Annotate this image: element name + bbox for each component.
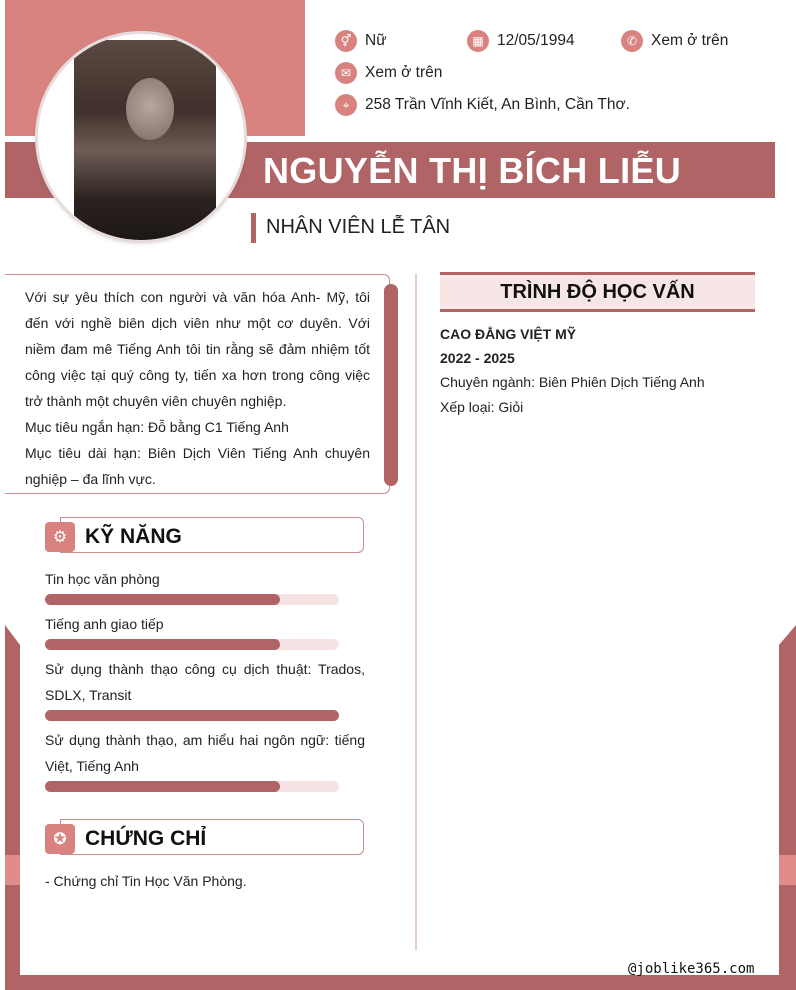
objective-short-term: Mục tiêu ngắn hạn: Đỗ bằng C1 Tiếng Anh <box>25 419 289 435</box>
skill-name: Sử dụng thành thạo, am hiểu hai ngôn ngữ: tiếng Việt, Tiếng Anh <box>45 732 365 774</box>
skill-name: Tiếng anh giao tiếp <box>45 616 164 632</box>
left-side-decoration <box>5 625 20 990</box>
job-title-accent <box>251 213 256 243</box>
skill-bar-fill <box>45 781 280 792</box>
skill-item <box>45 611 365 650</box>
skill-name: Tin học văn phòng <box>45 571 160 587</box>
education-grade: Xếp loại: Giỏi <box>440 399 524 415</box>
contact-phone <box>621 30 728 52</box>
job-title: NHÂN VIÊN LỄ TÂN <box>266 216 451 238</box>
full-name: NGUYỄN THỊ BÍCH LIỄU <box>263 150 682 191</box>
contact-gender <box>335 30 387 52</box>
skills-title: KỸ NĂNG <box>85 525 182 548</box>
phone-icon: ✆ <box>621 30 643 52</box>
certificates-header <box>45 819 365 857</box>
skill-item <box>45 656 365 721</box>
right-side-stripe <box>779 855 796 885</box>
profile-photo-face <box>126 78 174 140</box>
certificates-title: CHỨNG CHỈ <box>85 827 207 850</box>
skills-list <box>45 566 365 798</box>
objective-long-term: Mục tiêu dài hạn: Biên Dịch Viên Tiếng Anh chuyên nghiệp – đa lĩnh vực. <box>25 445 370 487</box>
education-header: TRÌNH ĐỘ HỌC VẤN <box>440 272 755 312</box>
education-major: Chuyên ngành: Biên Phiên Dịch Tiếng Anh <box>440 374 705 390</box>
watermark: @joblike365.com <box>628 961 755 977</box>
footer-band <box>5 975 796 990</box>
skill-bar <box>45 781 339 792</box>
contact-email <box>335 62 442 84</box>
gender-icon: ⚥ <box>335 30 357 52</box>
objective-text <box>25 284 370 492</box>
skill-bar <box>45 710 339 721</box>
skill-name: Sử dụng thành thạo công cụ dịch thuật: Trados, SDLX, Transit <box>45 661 365 703</box>
skill-bar-fill <box>45 639 280 650</box>
phone-value: Xem ở trên <box>651 32 729 49</box>
award-icon: ✪ <box>45 824 75 854</box>
email-value: Xem ở trên <box>365 64 443 81</box>
gear-icon: ⚙ <box>45 522 75 552</box>
left-side-stripe <box>5 855 20 885</box>
education-school: CAO ĐẲNG VIỆT MỸ <box>440 326 577 342</box>
skill-bar-fill <box>45 594 280 605</box>
skill-bar <box>45 639 339 650</box>
email-icon: ✉ <box>335 62 357 84</box>
contact-address <box>335 94 630 116</box>
objective-paragraph: Với sự yêu thích con người và văn hóa Anh- Mỹ, tôi đến với nghề biên dịch viên như một cơ duyên. Với niềm đam mê Tiếng Anh tôi tin rằng sẽ đảm nhiệm tốt công việc tại quý công ty, tiến xa hơn trong công việc trở thành một chuyên viên chuyên nghiệp. <box>25 289 370 409</box>
calendar-icon: ▦ <box>467 30 489 52</box>
contact-birthdate <box>467 30 575 52</box>
objective-scrollbar[interactable] <box>384 284 398 486</box>
profile-photo <box>74 40 216 240</box>
skill-item <box>45 566 365 605</box>
column-divider <box>415 274 417 950</box>
education-period: 2022 - 2025 <box>440 350 515 366</box>
avatar <box>38 34 244 240</box>
right-side-decoration <box>779 625 796 990</box>
skill-bar-fill <box>45 710 339 721</box>
education-details <box>440 322 705 420</box>
address-value: 258 Trần Vĩnh Kiết, An Bình, Cần Thơ. <box>365 96 630 113</box>
birthdate-value: 12/05/1994 <box>497 32 575 49</box>
skill-item <box>45 727 365 792</box>
skills-header <box>45 517 365 555</box>
certificate-item: - Chứng chỉ Tin Học Văn Phòng. <box>45 873 247 889</box>
skill-bar <box>45 594 339 605</box>
location-icon: ⌖ <box>335 94 357 116</box>
gender-value: Nữ <box>365 32 387 49</box>
